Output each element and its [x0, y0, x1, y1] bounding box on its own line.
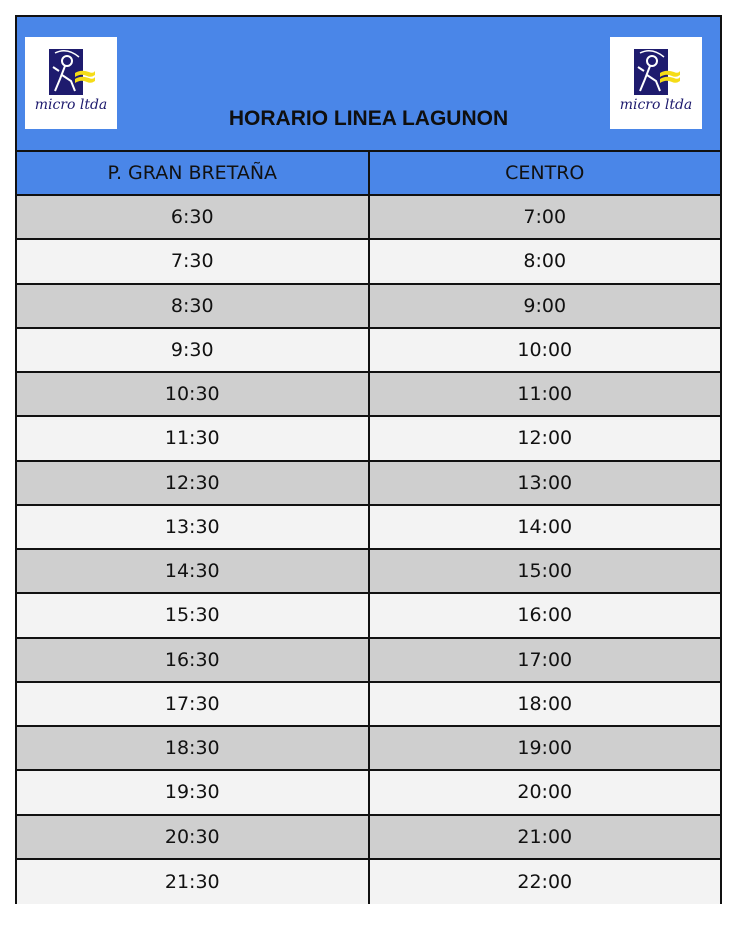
departure-time-cell: 10:30 [17, 373, 370, 415]
arrival-time-cell: 13:00 [517, 471, 573, 494]
departure-time-cell: 12:30 [17, 462, 370, 504]
table-header-row [17, 152, 720, 196]
table-row [17, 771, 720, 815]
table-row [17, 373, 720, 417]
arrival-time-cell: 18:00 [517, 692, 573, 715]
departure-time-cell: 17:30 [17, 683, 370, 725]
departure-time-cell: 9:30 [17, 329, 370, 371]
micro-ltda-logo-icon [45, 49, 95, 97]
micro-ltda-logo-icon [630, 49, 680, 97]
departure-time-cell: 18:30 [17, 727, 370, 769]
arrival-time-cell: 14:00 [517, 515, 573, 538]
table-row [17, 594, 720, 638]
arrival-time-cell: 21:00 [517, 825, 573, 848]
column-header-origin: P. GRAN BRETAÑA [17, 152, 370, 194]
departure-time-cell: 11:30 [17, 417, 370, 459]
arrival-time-cell: 22:00 [517, 870, 573, 893]
departure-time-cell: 7:30 [17, 240, 370, 282]
departure-time-cell: 19:30 [17, 771, 370, 813]
schedule-sheet [15, 15, 722, 904]
table-row [17, 285, 720, 329]
column-header-destination: CENTRO [505, 162, 585, 184]
departure-time-cell: 13:30 [17, 506, 370, 548]
schedule-table [17, 152, 720, 904]
arrival-time-cell: 7:00 [523, 206, 567, 229]
table-row [17, 550, 720, 594]
departure-time-cell: 14:30 [17, 550, 370, 592]
table-row [17, 683, 720, 727]
arrival-time-cell: 15:00 [517, 560, 573, 583]
arrival-time-cell: 20:00 [517, 781, 573, 804]
arrival-time-cell: 17:00 [517, 648, 573, 671]
table-body [17, 196, 720, 904]
table-row [17, 196, 720, 240]
departure-time-cell: 6:30 [17, 196, 370, 238]
arrival-time-cell: 12:00 [517, 427, 573, 450]
table-row [17, 639, 720, 683]
arrival-time-cell: 8:00 [523, 250, 567, 273]
table-row [17, 727, 720, 771]
table-row [17, 329, 720, 373]
departure-time-cell: 16:30 [17, 639, 370, 681]
arrival-time-cell: 16:00 [517, 604, 573, 627]
logo-text: micro ltda [34, 97, 108, 113]
company-logo-right [610, 37, 702, 129]
arrival-time-cell: 11:00 [517, 383, 573, 406]
arrival-time-cell: 10:00 [517, 338, 573, 361]
table-row [17, 816, 720, 860]
departure-time-cell: 20:30 [17, 816, 370, 858]
arrival-time-cell: 9:00 [523, 294, 567, 317]
page-title: HORARIO LINEA LAGUNON [228, 107, 509, 130]
logo-text: micro ltda [619, 97, 693, 113]
arrival-time-cell: 19:00 [517, 737, 573, 760]
table-row [17, 506, 720, 550]
table-row [17, 860, 720, 904]
departure-time-cell: 8:30 [17, 285, 370, 327]
departure-time-cell: 21:30 [17, 860, 370, 904]
table-row [17, 240, 720, 284]
departure-time-cell: 15:30 [17, 594, 370, 636]
schedule-banner [17, 17, 720, 152]
table-row [17, 462, 720, 506]
table-row [17, 417, 720, 461]
